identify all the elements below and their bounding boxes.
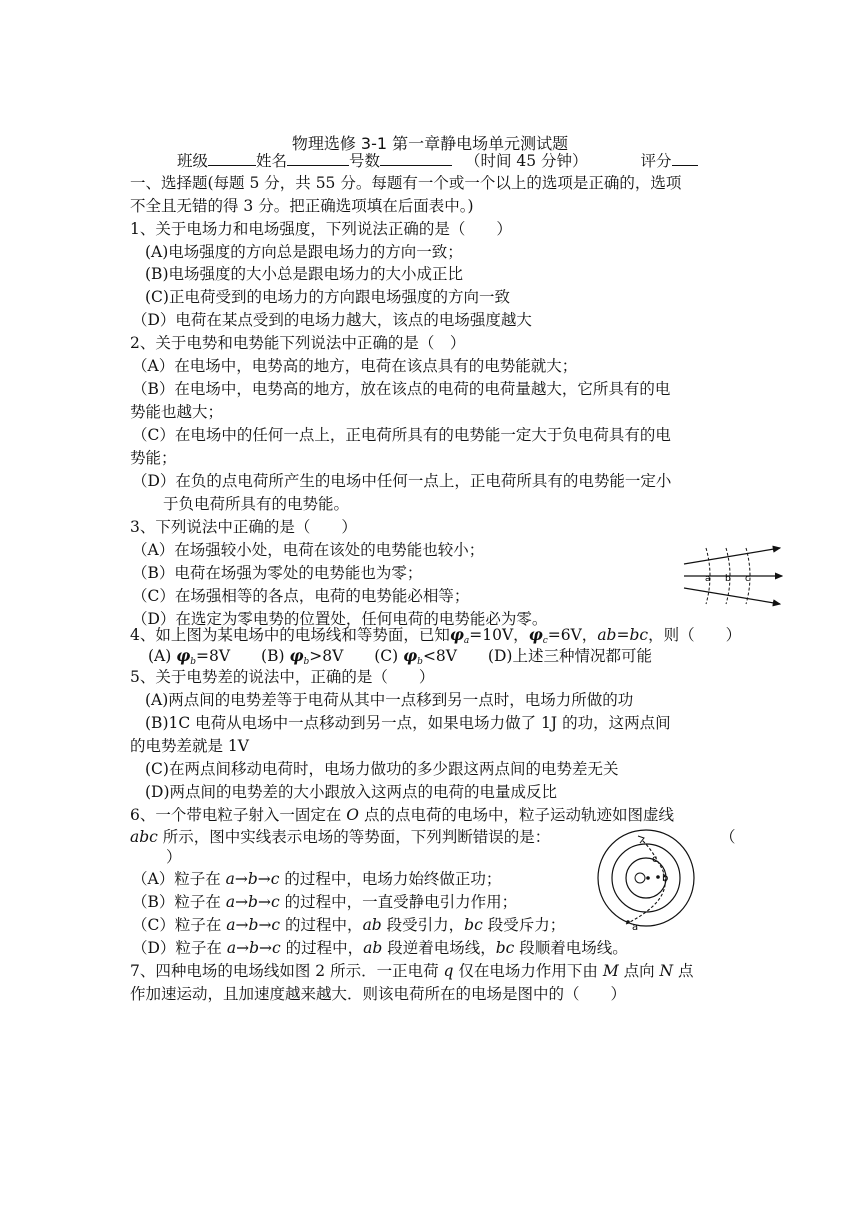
q5-stem: 5、关于电势差的说法中，正确的是（ ） bbox=[130, 668, 435, 686]
q4-option-d: (D)上述三种情况都可能 bbox=[487, 647, 652, 665]
number-blank[interactable] bbox=[380, 149, 452, 166]
q2-option-b-line1: （B）在电场中，电势高的地方，放在该点的电荷的电荷量越大，它所具有的电 bbox=[132, 380, 671, 398]
q2-option-d-line1: （D）在负的点电荷所产生的电场中任何一点上，正电荷所具有的电势能一定小 bbox=[132, 472, 672, 490]
field-lines-figure bbox=[676, 544, 788, 608]
class-blank[interactable] bbox=[208, 149, 256, 166]
q6-stem1-post: 点的点电荷的电场中，粒子运动轨迹如图虚线 bbox=[359, 806, 674, 824]
q4-option-b-value: >8V bbox=[309, 647, 344, 665]
point-o: O bbox=[346, 806, 360, 824]
q3-option-a: （A）在场强较小处，电荷在该处的电势能也较小； bbox=[132, 541, 485, 559]
label-b: b bbox=[662, 873, 669, 884]
section-instructions-2: 不全且无错的得 3 分。把正确选项填在后面表中。) bbox=[130, 197, 474, 215]
q5-option-c: (C)在两点间移动电荷时，电场力做功的多少跟这两点间的电势差无关 bbox=[145, 760, 619, 778]
score-label: 评分 bbox=[640, 152, 672, 170]
q2-option-b-line2: 势能也越大； bbox=[130, 403, 224, 421]
point-charge-o bbox=[635, 873, 645, 883]
q5-option-a: (A)两点间的电势差等于电荷从其中一点移到另一点时，电场力所做的功 bbox=[145, 691, 634, 709]
q6-c-post: 段受斥力； bbox=[482, 916, 566, 934]
q6-d-mid2: 段逆着电场线， bbox=[382, 939, 496, 957]
q6-d-pre: （D）粒子在 bbox=[132, 939, 227, 957]
name-label: 姓名 bbox=[256, 152, 288, 170]
phi-c-subscript: c bbox=[542, 636, 548, 646]
q7-line1-post: 点 bbox=[673, 962, 694, 980]
q5-option-b-line2: 的电势差就是 1V bbox=[130, 737, 249, 755]
q4-option-a-value: =8V bbox=[196, 647, 231, 665]
q7-line1-mid2: 点向 bbox=[618, 962, 660, 980]
q6-a-pre: （A）粒子在 bbox=[132, 870, 226, 888]
field-line-bottom bbox=[684, 588, 780, 604]
q4-option-b-label: (B) bbox=[261, 647, 285, 665]
q6-option-b bbox=[132, 891, 517, 913]
number-label: 号数 bbox=[349, 152, 381, 170]
point-n: N bbox=[659, 962, 674, 980]
q4-option-c-value: <8V bbox=[422, 647, 457, 665]
q3-stem: 3、下列说法中正确的是（ ） bbox=[130, 518, 357, 536]
trajectory-arrow bbox=[638, 836, 644, 843]
phi-b-symbol-c: φ bbox=[403, 646, 418, 665]
q1-option-b: (B)电场强度的大小总是跟电场力的大小成正比 bbox=[145, 265, 463, 283]
phi-a-value: =10V， bbox=[469, 626, 529, 644]
q6-c-pre: （C）粒子在 bbox=[132, 916, 227, 934]
q2-stem: 2、关于电势和电势能下列说法中正确的是（ ） bbox=[130, 334, 466, 352]
trajectory-abc: abc bbox=[130, 828, 158, 846]
phi-b-subscript-a: b bbox=[190, 657, 197, 667]
q6-d-post: 段顺着电场线。 bbox=[514, 939, 628, 957]
point-m: M bbox=[602, 962, 619, 980]
q6-d-mid1: 的过程中， bbox=[280, 939, 364, 957]
q6-a-process: a→b→c bbox=[225, 870, 280, 888]
q6-option-a bbox=[132, 868, 501, 890]
section-instructions-1: 一、选择题(每题 5 分，共 55 分。每题有一个或一个以上的选项是正确的，选项 bbox=[130, 174, 682, 192]
q7-line2: 作加速运动，且加速度越来越大．则该电荷所在的电场是图中的（ ） bbox=[130, 985, 627, 1003]
phi-c-symbol: φ bbox=[528, 625, 543, 644]
score-blank[interactable] bbox=[672, 149, 698, 166]
phi-b-subscript-c: b bbox=[417, 657, 423, 667]
q1-option-a: (A)电场强度的方向总是跟电场力的方向一致； bbox=[145, 243, 463, 261]
q6-stem-line1 bbox=[130, 804, 674, 826]
q6-paren-open: （ bbox=[720, 828, 736, 846]
q2-option-c-line2: 势能； bbox=[130, 449, 177, 467]
q6-d-process: a→b→c bbox=[226, 939, 281, 957]
q4-stem-prefix: 4、如上图为某电场中的电场线和等势面，已知 bbox=[130, 626, 450, 644]
q2-option-a: （A）在电场中，电势高的地方，电荷在该点具有的电势能就大； bbox=[132, 357, 578, 375]
class-label: 班级 bbox=[177, 152, 209, 170]
phi-b-symbol-b: φ bbox=[289, 646, 304, 665]
q6-paren-close: ） bbox=[166, 848, 182, 866]
charge-q: q bbox=[443, 962, 454, 980]
q6-stem-line2 bbox=[130, 826, 550, 848]
q4-stem-suffix: ，则（ ） bbox=[648, 626, 742, 644]
phi-a-subscript: a bbox=[463, 636, 470, 646]
header-row bbox=[177, 149, 698, 172]
label-a: a bbox=[632, 922, 639, 932]
q6-b-post: 的过程中，一直受静电引力作用； bbox=[279, 893, 518, 911]
q1-option-c: (C)正电荷受到的电场力的方向跟电场强度的方向一致 bbox=[145, 288, 510, 306]
q6-option-d bbox=[132, 937, 628, 959]
point-b-dot bbox=[656, 875, 660, 879]
q6-c-mid1: 的过程中， bbox=[280, 916, 363, 934]
name-blank[interactable] bbox=[287, 149, 349, 166]
q7-line1-pre: 7、四种电场的电场线如图 2 所示．一正电荷 bbox=[130, 962, 444, 980]
q2-option-d-line2: 于负电荷所具有的电势能。 bbox=[163, 495, 350, 513]
page-title: 物理选修 3-1 第一章静电场单元测试题 bbox=[291, 134, 569, 153]
q4-option-c-label: (C) bbox=[374, 647, 399, 665]
q7-line1 bbox=[130, 960, 694, 982]
phi-b-symbol-a: φ bbox=[176, 646, 191, 665]
q3-option-c: （C）在场强相等的各点，电荷的电势能必相等； bbox=[132, 587, 470, 605]
phi-a-symbol: φ bbox=[449, 625, 464, 644]
label-c: c bbox=[745, 574, 750, 584]
q6-a-post: 的过程中，电场力始终做正功； bbox=[279, 870, 502, 888]
label-a: a bbox=[705, 574, 711, 584]
q6-c-mid2: 段受引力， bbox=[381, 916, 465, 934]
phi-b-subscript-b: b bbox=[303, 657, 310, 667]
point-a-dot bbox=[626, 920, 630, 924]
q2-option-c-line1: （C）在电场中的任何一点上，正电荷所具有的电势能一定大于负电荷具有的电 bbox=[132, 426, 671, 444]
center-dot bbox=[646, 876, 650, 880]
q3-option-d: （D）在选定为零电势的位置处，任何电荷的电势能必为零。 bbox=[132, 610, 548, 628]
q1-stem: 1、关于电场力和电场强度，下列说法正确的是（ ） bbox=[130, 220, 512, 238]
field-line-top bbox=[684, 548, 780, 564]
q6-b-process: a→b→c bbox=[225, 893, 280, 911]
phi-c-value: =6V， bbox=[547, 626, 598, 644]
q3-option-b: （B）电荷在场强为零处的电势能也为零； bbox=[132, 564, 423, 582]
q1-option-d: （D）电荷在某点受到的电场力越大，该点的电场强度越大 bbox=[132, 311, 532, 329]
q4-option-a-label: (A) bbox=[148, 647, 172, 665]
q6-c-process: a→b→c bbox=[226, 916, 281, 934]
equipotential-middle bbox=[612, 844, 680, 912]
q6-c-bc: bc bbox=[464, 916, 483, 934]
ab-equals-bc: ab=bc bbox=[597, 626, 649, 644]
trajectory-figure bbox=[596, 826, 702, 932]
q5-option-b-line1: (B)1C 电荷从电场中一点移动到另一点，如果电场力做了 1J 的功，这两点间 bbox=[145, 714, 671, 732]
q6-stem2-post: 所示，图中实线表示电场的等势面，下列判断错误的是： bbox=[157, 828, 551, 846]
q6-stem1-pre: 6、一个带电粒子射入一固定在 bbox=[130, 806, 347, 824]
label-c: c bbox=[652, 854, 658, 865]
equipotential-inner bbox=[626, 858, 669, 898]
q6-c-ab: ab bbox=[362, 916, 382, 934]
time-note: （时间 45 分钟） bbox=[464, 152, 588, 170]
q7-line1-mid: 仅在电场力作用下由 bbox=[453, 962, 603, 980]
q6-b-pre: （B）粒子在 bbox=[132, 893, 226, 911]
q5-option-d: (D)两点间的电势差的大小跟放入这两点的电荷的电量成反比 bbox=[145, 783, 558, 801]
label-b: b bbox=[725, 574, 731, 584]
q6-d-ab: ab bbox=[363, 939, 383, 957]
q6-option-c bbox=[132, 914, 565, 936]
q6-d-bc: bc bbox=[495, 939, 515, 957]
